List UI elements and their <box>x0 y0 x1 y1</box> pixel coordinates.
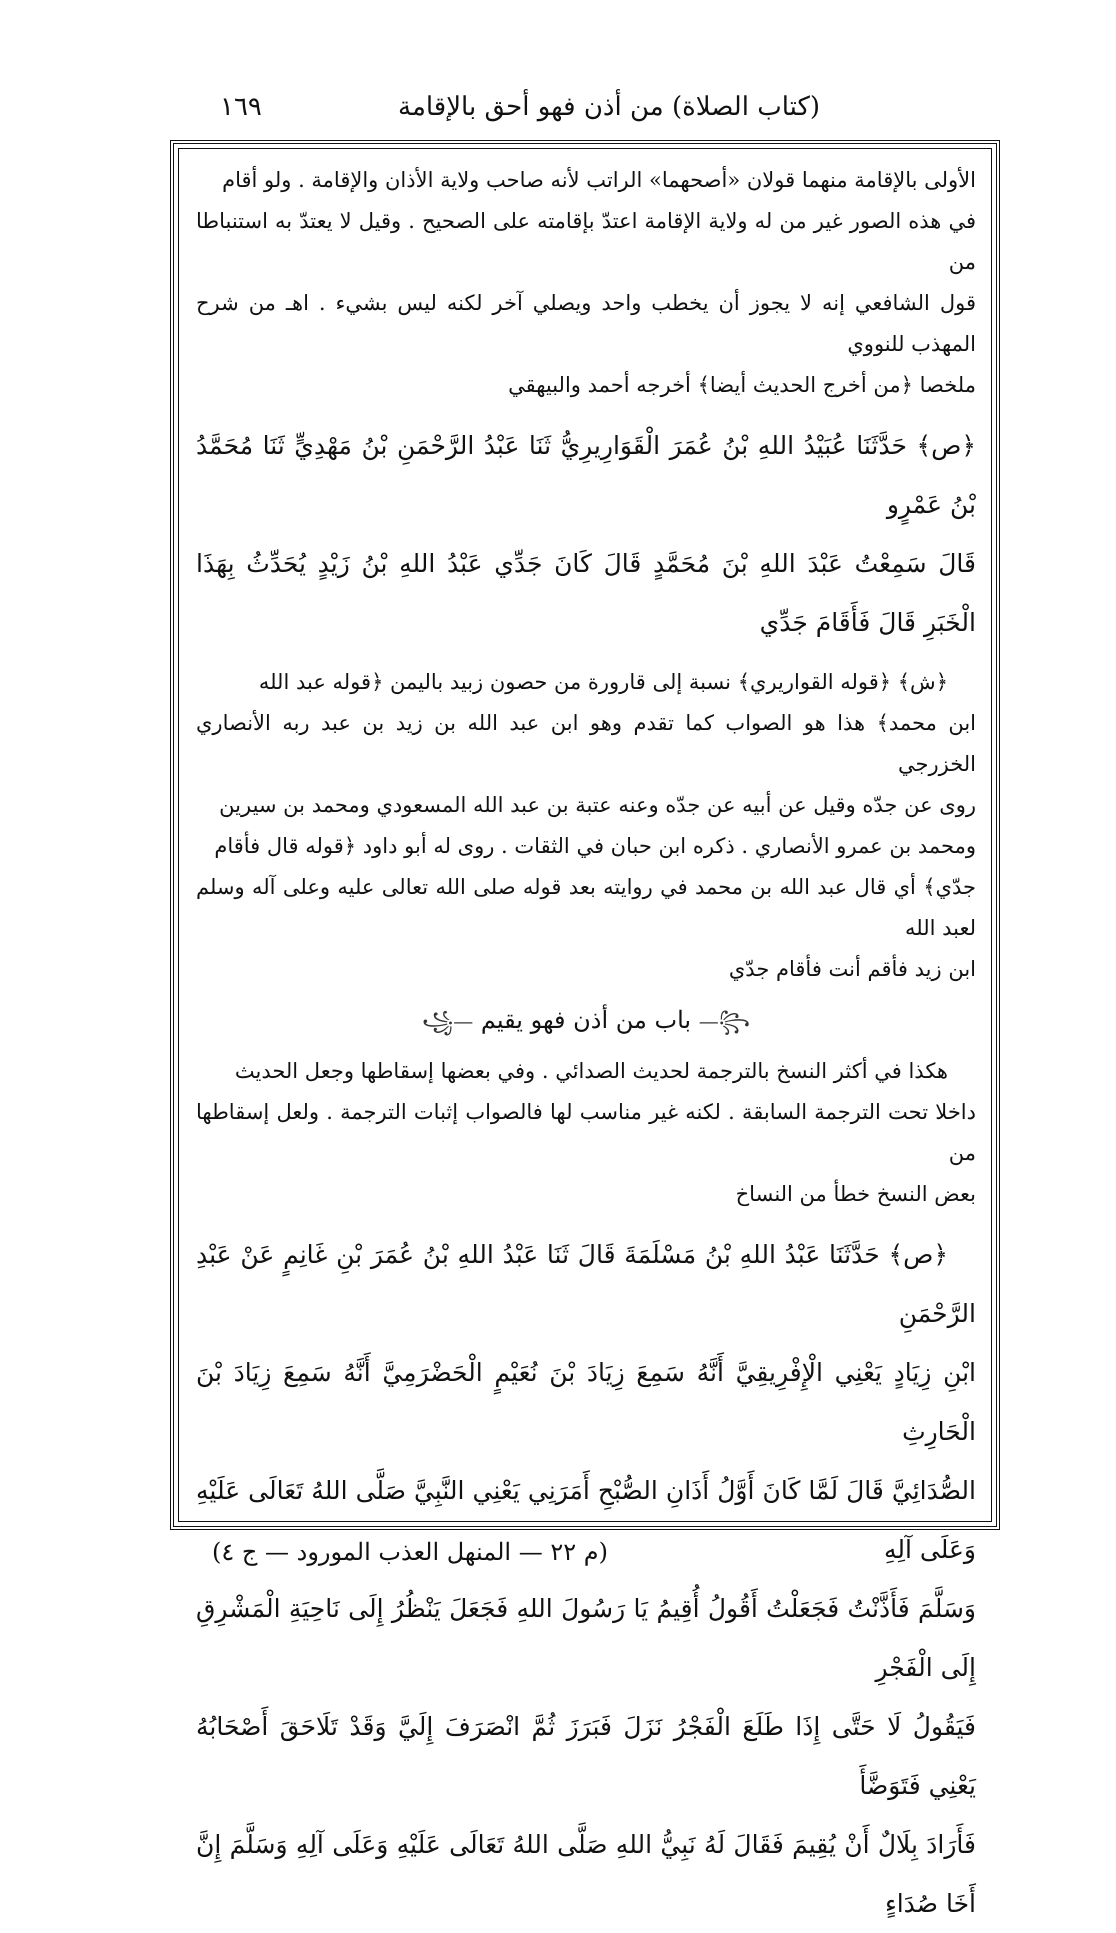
text-line: ملخصا ﴿من أخرج الحديث أيضا﴾ أخرجه أحمد والبيهقي <box>508 373 976 397</box>
text-line: في هذه الصور غير من له ولاية الإقامة اعتدّ بإقامته على الصحيح . وقيل لا يعتدّ به استنباطا من <box>196 209 976 274</box>
hadith-text-2 <box>196 1225 976 1933</box>
hadith-line: ﴿ص﴾ حَدَّثَنَا عُبَيْدُ اللهِ بْنُ عُمَرَ الْقَوَارِيرِيُّ ثَنَا عَبْدُ الرَّحْمَنِ بْنُ مَهْدِيٍّ ثَنَا مُحَمَّدُ بْنُ عَمْرٍو <box>196 431 976 519</box>
hadith-text-1 <box>196 416 976 652</box>
hadith-line: ﴿ص﴾ حَدَّثَنَا عَبْدُ اللهِ بْنُ مَسْلَمَةَ قَالَ ثَنَا عَبْدُ اللهِ بْنُ عُمَرَ بْنِ غَانِمٍ عَنْ عَبْدِ الرَّحْمَنِ <box>196 1240 976 1328</box>
chapter-title: باب من أذن فهو يقيم <box>480 1006 692 1034</box>
chapter-note <box>196 1051 976 1215</box>
page-number: ١٦٩ <box>220 92 262 122</box>
text-line: جدّي﴾ أي قال عبد الله بن محمد في روايته بعد قوله صلى الله تعالى عليه وعلى آله وسلم لعبد الله <box>196 875 976 940</box>
hadith-line: قَالَ سَمِعْتُ عَبْدَ اللهِ بْنَ مُحَمَّدٍ قَالَ كَانَ جَدِّي عَبْدُ اللهِ بْنُ زَيْدٍ يُحَدِّثُ بِهَذَا الْخَبَرِ قَالَ فَأَقَامَ جَدِّي <box>196 549 976 637</box>
commentary-1 <box>196 662 976 990</box>
text-line: روى عن جدّه وقيل عن أبيه عن جدّه وعنه عتبة بن عبد الله المسعودي ومحمد بن سيرين <box>219 793 976 817</box>
section-title: من أذن فهو أحق بالإقامة <box>398 92 664 122</box>
text-line: الأولى بالإقامة منهما قولان «أصحهما» الراتب لأنه صاحب ولاية الأذان والإقامة . ولو أقام <box>222 168 976 192</box>
hadith-line: فَأَرَادَ بِلَالٌ أَنْ يُقِيمَ فَقَالَ لَهُ نَبِيُّ اللهِ صَلَّى اللهُ تَعَالَى عَلَيْهِ وَعَلَى آلِهِ وَسَلَّمَ إِنَّ أَخَا صُدَاءٍ <box>196 1830 976 1918</box>
text-line: هكذا في أكثر النسخ بالترجمة لحديث الصدائي . وفي بعضها إسقاطها وجعل الحديث <box>234 1059 948 1083</box>
page-body <box>196 160 976 1933</box>
ornament-left-icon: ꧂— <box>698 1009 750 1033</box>
chapter-heading <box>196 994 976 1047</box>
hadith-line: الصُّدَائِيَّ قَالَ لَمَّا كَانَ أَوَّلُ أَذَانِ الصُّبْحِ أَمَرَنِي يَعْنِي النَّبِيَّ صَلَّى اللهُ تَعَالَى عَلَيْهِ وَعَلَى آلِهِ <box>196 1476 976 1564</box>
header-title <box>358 92 820 122</box>
text-line: داخلا تحت الترجمة السابقة . لكنه غير مناسب لها فالصواب إثبات الترجمة . ولعل إسقاطها من <box>196 1100 976 1165</box>
text-line: ومحمد بن عمرو الأنصاري . ذكره ابن حبان في الثقات . روى له أبو داود ﴿قوله قال فأقام <box>214 834 976 858</box>
running-header <box>200 92 930 132</box>
ornament-right-icon: —꧁ <box>422 1009 474 1033</box>
book-title: (كتاب الصلاة) <box>671 92 820 122</box>
text-line: ﴿ش﴾ ﴿قوله القواريري﴾ نسبة إلى قارورة من حصون زبيد باليمن ﴿قوله عبد الله <box>258 670 948 694</box>
commentary-top <box>196 160 976 406</box>
text-line: ابن محمد﴾ هذا هو الصواب كما تقدم وهو ابن عبد الله بن زيد بن عبد ربه الأنصاري الخزرجي <box>196 711 976 776</box>
hadith-line: وَسَلَّمَ فَأَذَّنْتُ فَجَعَلْتُ أَقُولُ أُقِيمُ يَا رَسُولَ اللهِ فَجَعَلَ يَنْظُرُ إِلَى نَاحِيَةِ الْمَشْرِقِ إِلَى الْفَجْرِ <box>196 1594 976 1682</box>
text-line: قول الشافعي إنه لا يجوز أن يخطب واحد ويصلي آخر لكنه ليس بشيء . اهـ من شرح المهذب للنووي <box>196 291 976 356</box>
hadith-line: ابْنِ زِيَادٍ يَعْنِي الْإِفْرِيقِيَّ أَنَّهُ سَمِعَ زِيَادَ بْنَ نُعَيْمٍ الْحَضْرَمِيَّ أَنَّهُ سَمِعَ زِيَادَ بْنَ الْحَارِثِ <box>196 1358 976 1446</box>
footer-signature: (م ٢٢ — المنهل العذب المورود — ج ٤) <box>211 1538 608 1566</box>
hadith-line: فَيَقُولُ لَا حَتَّى إِذَا طَلَعَ الْفَجْرُ نَزَلَ فَبَرَزَ ثُمَّ انْصَرَفَ إِلَيَّ وَقَدْ تَلَاحَقَ أَصْحَابُهُ يَعْنِي فَتَوَضَّأَ <box>196 1712 976 1800</box>
text-line: بعض النسخ خطأ من النساخ <box>735 1182 976 1206</box>
text-line: ابن زيد فأقم أنت فأقام جدّي <box>728 957 976 981</box>
